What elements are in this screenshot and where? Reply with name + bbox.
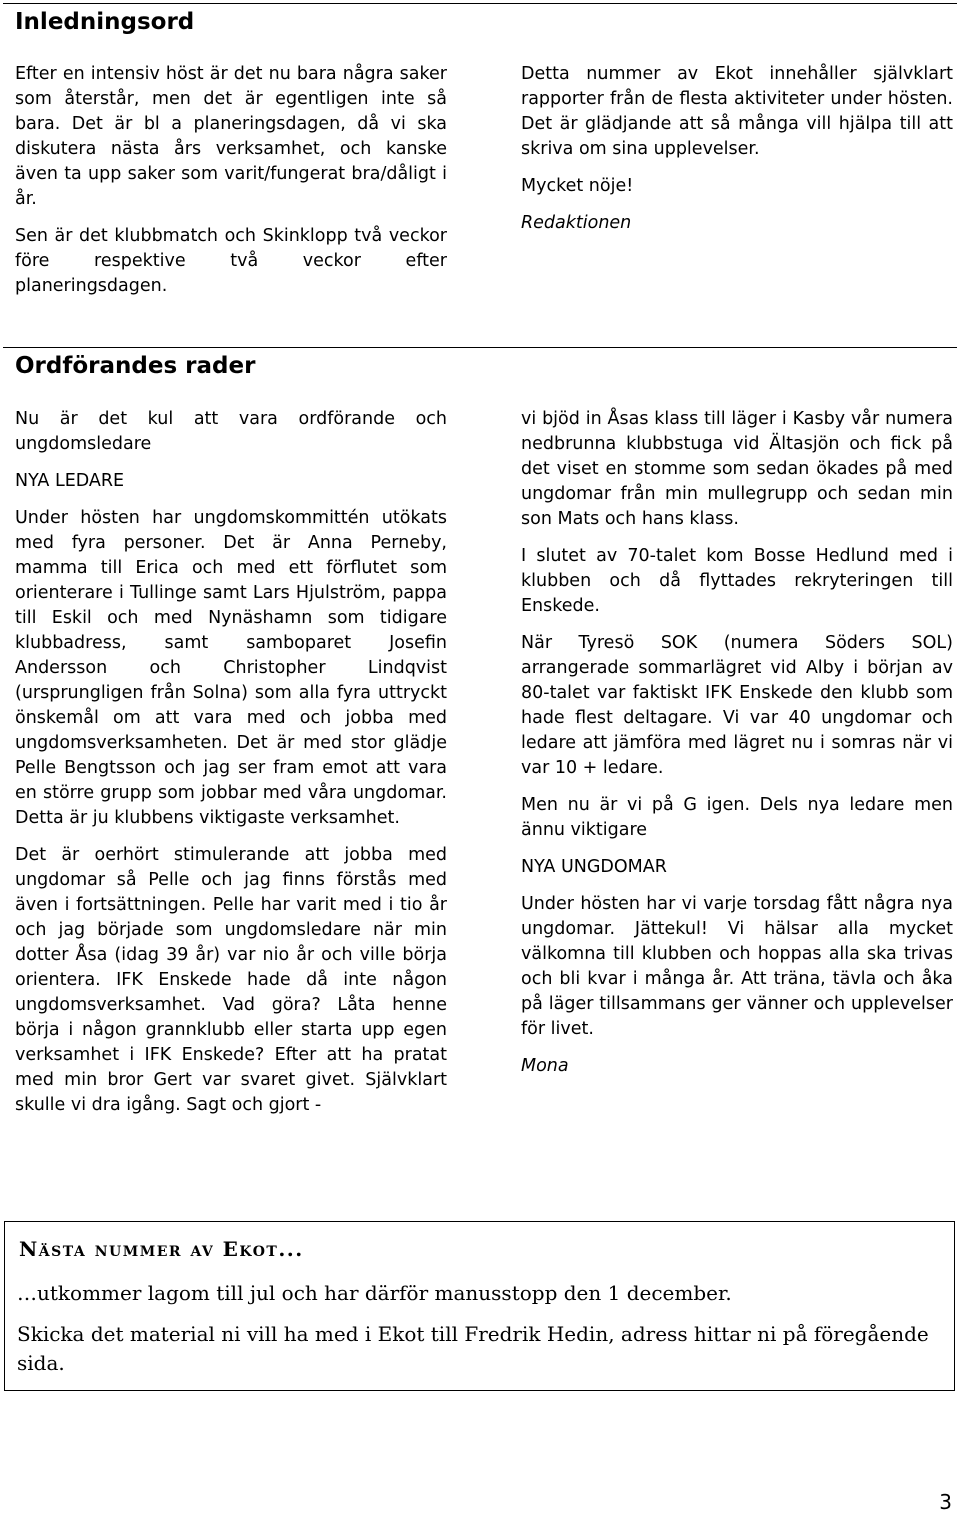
chair-paragraph: Under hösten har ungdomskommittén utökats med fyra personer. Det är Anna Perneby, mamma till Erica och med ett förflutet som orienterare i Tullinge samt Lars Hjulström, pappa till Eskil och med Nynäshamn som tidigare klubbadress, samt samboparet Josefin Andersson och Christopher Lindqvist (ursprungligen från Solna) som alla fyra uttryckt önskemål om att vara med och jobba med ungdomsverksamheten. Det är med stor glädje Pelle Bengtsson och jag ser fram emot att vara en större grupp som jobbar med våra ungdomar. Detta är ju klubbens viktigaste verksamhet.	[15, 508, 447, 828]
intro-right-column	[521, 62, 953, 248]
intro-heading: Inledningsord	[15, 9, 195, 35]
next-issue-text: Skicka det material ni vill ha med i Ekot till Fredrik Hedin, adress hittar ni på föregående sida.	[17, 1322, 929, 1375]
chair-paragraph: vi bjöd in Åsas klass till läger i Kasby vår numera nedbrunna klubbstuga vid Ältasjön och fick på det viset en stomme som sedan ökades på med ungdomar från min mullegrupp och sedan min son Mats och hans klass.	[521, 409, 953, 529]
next-issue-box	[4, 1221, 955, 1391]
chair-paragraph: Det är oerhört stimulerande att jobba med ungdomar så Pelle och jag finns förstås med även i fortsättningen. Pelle har varit med i tio år och jag började som ungdomsledare när min dotter Åsa (idag 39 år) var nio år och ville börja orientera. IFK Enskede hade då inte någon ungdomsverksamhet. Vad göra? Låta henne börja i någon grannklubb eller starta upp egen verksamhet i IFK Enskede? Efter att ha pratat med min bror Gert var svaret givet. Självklart skulle vi dra igång. Sagt och gjort -	[15, 845, 447, 1115]
top-rule	[3, 3, 957, 4]
next-issue-text: …utkommer lagom till jul och har därför manusstopp den 1 december.	[17, 1281, 732, 1305]
chair-left-column	[15, 407, 447, 1130]
intro-paragraph: Efter en intensiv höst är det nu bara några saker som återstår, men det är egentligen inte så bara. Det är bl a planeringsdagen, då vi ska diskutera nästa års verksamhet, och kanske även ta upp saker som varit/fungerat bra/dåligt i år.	[15, 64, 447, 209]
intro-paragraph: Sen är det klubbmatch och Skinklopp två veckor före respektive två veckor efter planeringsdagen.	[15, 226, 447, 296]
section-rule	[3, 347, 957, 348]
chair-paragraph: I slutet av 70-talet kom Bosse Hedlund med i klubben och då flyttades rekryteringen till Enskede.	[521, 546, 953, 616]
chair-paragraph: Nu är det kul att vara ordförande och ungdomsledare	[15, 409, 447, 454]
intro-left-column	[15, 62, 447, 311]
intro-paragraph: Mycket nöje!	[521, 176, 634, 196]
chair-signature: Mona	[521, 1056, 569, 1076]
chair-heading: Ordförandes rader	[15, 353, 256, 379]
intro-signature: Redaktionen	[521, 213, 632, 233]
intro-paragraph: Detta nummer av Ekot innehåller självklart rapporter från de flesta aktiviteter under hösten. Det är glädjande att så många vill hjälpa till att skriva om sina upplevelser.	[521, 64, 953, 159]
chair-paragraph: När Tyresö SOK (numera Söders SOL) arrangerade sommarlägret vid Alby i början av 80-talet var faktiskt IFK Enskede den klubb som hade flest deltagare. Vi var 40 ungdomar och ledare att jämföra med lägret nu i somras när vi var 10 + ledare.	[521, 633, 953, 778]
chair-subheading: NYA LEDARE	[15, 471, 125, 491]
page-number: 3	[939, 1490, 952, 1514]
chair-paragraph: Under hösten har vi varje torsdag fått några nya ungdomar. Jättekul! Vi hälsar alla mycket välkomna till klubben och hoppas alla ska trivas och bli kvar i många år. Att träna, tävla och åka på läger tillsammans ger vänner och upplevelser för livet.	[521, 894, 953, 1039]
chair-subheading: NYA UNGDOMAR	[521, 857, 667, 877]
chair-right-column	[521, 407, 953, 1091]
chair-paragraph: Men nu är vi på G igen. Dels nya ledare men ännu viktigare	[521, 795, 953, 840]
next-issue-title: Nästa nummer av Ekot...	[19, 1237, 304, 1261]
